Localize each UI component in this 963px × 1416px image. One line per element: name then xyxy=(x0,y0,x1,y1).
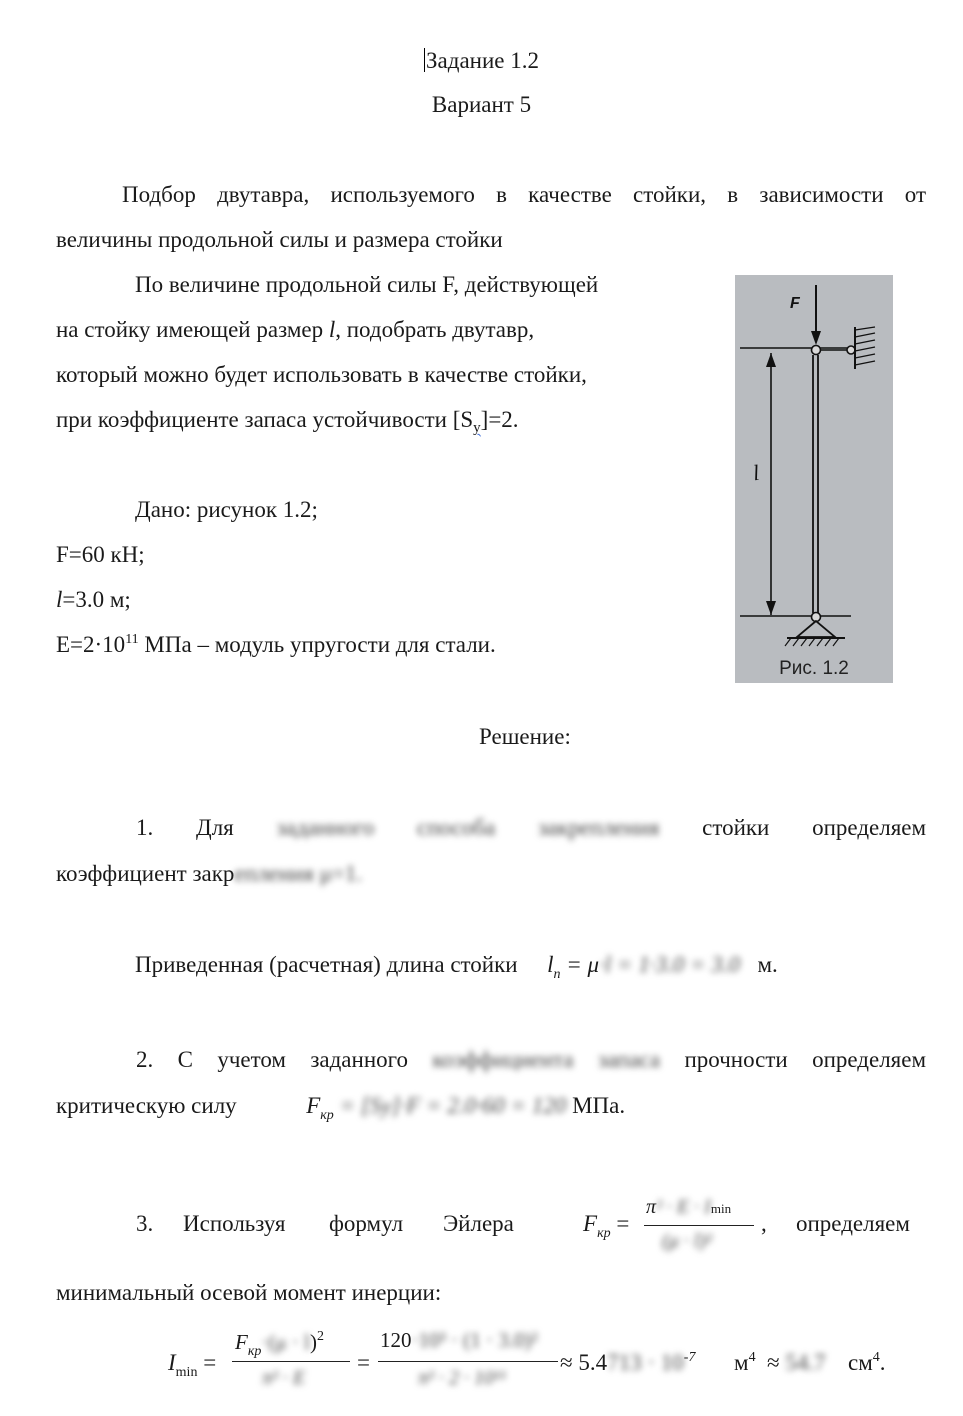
euler-fraction-bar xyxy=(644,1225,754,1226)
given-modulus: $E=2\cdot 10^{11}$ МПа – модуль упругости для стали. xyxy=(56,632,496,657)
step1-line-1: 1. Для заданного способа закрепления стойки определяем xyxy=(136,815,927,840)
step3-word-using: Используя xyxy=(183,1211,286,1236)
problem-line-4: при коэффициенте запаса устойчивости $[S_y]=2$. xyxy=(56,407,519,436)
imin-lhs: $I_{min}$ = xyxy=(168,1350,217,1380)
euler-denominator: (μ · l)² xyxy=(662,1230,712,1252)
problem-line-3: который можно будет использовать в качестве стойки, xyxy=(56,362,587,387)
step3-line-2: минимальный осевой момент инерции: xyxy=(56,1280,442,1305)
step3-word-euler: Эйлера xyxy=(443,1211,514,1236)
figure-caption: Рис. 1.2 xyxy=(779,658,849,679)
final-unit-cm4: $см^4$. xyxy=(848,1350,886,1375)
variant-heading: Вариант 5 xyxy=(431,92,532,117)
step2-line-1: 2. С учетом заданного коэффициента запаса прочности определяем xyxy=(136,1047,927,1072)
final-approx-1: ≈ $5.4713 \cdot 10^{-7}$ xyxy=(560,1350,696,1375)
step2-line-2: критическую силу $F_{кр} = [Sy]\cdot F = 2.0\cdot 60 = 120$ МПа. xyxy=(56,1093,626,1123)
final-fraction-bar-2 xyxy=(378,1361,558,1362)
step3-number: 3. xyxy=(136,1211,154,1236)
figure-force-label: F xyxy=(790,295,800,312)
euler-lhs: $F_{кр}$ = xyxy=(583,1211,630,1241)
title-line-2: величины продольной силы и размера стойки xyxy=(56,227,503,252)
final-eq-2: = xyxy=(357,1350,370,1375)
final-unit-m4: $м^4$ xyxy=(734,1350,756,1375)
euler-comma: , xyxy=(761,1211,767,1236)
given-force: F=60 кН; xyxy=(56,542,145,567)
title-line-1: Подбор двутавра, используемого в качестве стойки, в зависимости от xyxy=(122,182,927,207)
solution-heading: Решение: xyxy=(479,724,571,749)
step3-word-determine: определяем xyxy=(796,1211,910,1236)
text-cursor xyxy=(424,48,425,72)
step1-line-2: коэффициент закрепления μ=1. xyxy=(56,861,363,886)
reduced-length-line: Приведенная (расчетная) длина стойки $l_п = \mu\cdot l = 1\cdot 3.0 = 3.0$ м. xyxy=(135,952,778,982)
given-line-1: Дано: рисунок 1.2; xyxy=(135,497,318,522)
final-fraction-bar-1 xyxy=(232,1361,350,1362)
step3-word-formula: формул xyxy=(329,1211,404,1236)
final-denominator-2: π² · 2 · 10¹¹ xyxy=(418,1367,507,1389)
euler-numerator: π² · E · Imin xyxy=(646,1196,732,1218)
problem-line-1: По величине продольной силы F, действующей xyxy=(135,272,599,297)
final-denominator-1: π² · E xyxy=(262,1367,306,1389)
column-figure xyxy=(735,275,893,683)
task-heading: Задание 1.2 xyxy=(426,48,539,73)
figure-length-label: l xyxy=(751,459,761,486)
final-numerator-2: 120·10³ · (1 · 3.0)² xyxy=(380,1328,538,1352)
given-length: l=3.0 м; xyxy=(56,587,131,612)
final-approx-2: ≈ 54.7 xyxy=(767,1350,826,1375)
final-numerator-1: $F_{кр}\cdot(\mu \cdot l)^2$ xyxy=(235,1329,324,1359)
problem-line-2: на стойку имеющей размер l, подобрать двутавр, xyxy=(56,317,535,342)
